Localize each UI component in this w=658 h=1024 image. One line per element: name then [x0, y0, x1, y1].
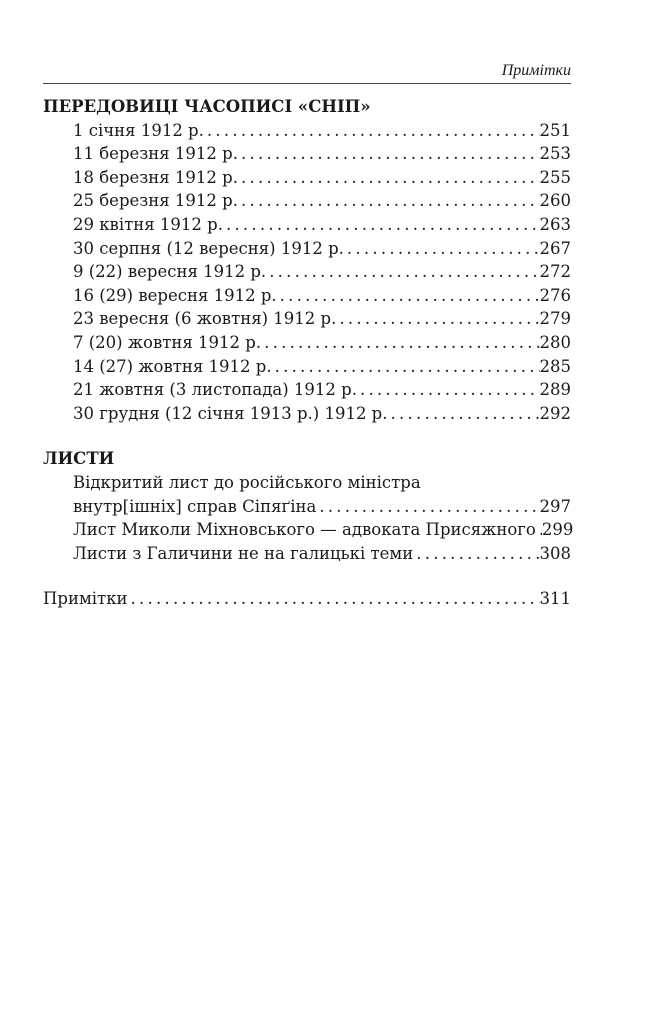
entry-title: Лист Миколи Міхновського — адвоката Присяжного [73, 520, 536, 540]
dot-leader [413, 542, 539, 566]
entry-page: 297 [539, 496, 571, 516]
toc-entry[interactable] [43, 142, 571, 166]
toc-entry[interactable] [43, 542, 571, 566]
dot-leader [344, 237, 540, 261]
entry-page: 253 [539, 144, 571, 164]
toc-entry[interactable] [43, 495, 571, 519]
toc-entry-notes[interactable] [43, 587, 571, 611]
entry-page: 276 [539, 285, 571, 305]
running-head: Примітки [501, 62, 571, 79]
entry-title: 30 грудня (12 січня 1913 р.) 1912 р. [73, 403, 388, 423]
toc-entry[interactable] [43, 119, 571, 143]
toc-entry[interactable] [43, 189, 571, 213]
dot-leader [238, 189, 540, 213]
entry-page: 260 [539, 191, 571, 211]
entry-page: 255 [539, 167, 571, 187]
toc-entry[interactable] [43, 518, 574, 542]
entry-page: 272 [539, 262, 571, 282]
dot-leader [266, 260, 539, 284]
toc-entry[interactable] [43, 355, 571, 379]
toc-entry[interactable] [43, 213, 571, 237]
toc-entry[interactable] [43, 237, 571, 261]
section-title-lysty: ЛИСТИ [43, 449, 115, 469]
section-spacer [43, 425, 571, 447]
header-rule [43, 83, 571, 84]
table-of-contents [43, 95, 574, 611]
dot-leader [223, 213, 540, 237]
entry-title: 7 (20) жовтня 1912 р. [73, 332, 262, 352]
toc-entry[interactable] [43, 402, 571, 426]
entry-page: 292 [539, 403, 571, 423]
dot-leader [316, 495, 539, 519]
dot-leader [336, 307, 539, 331]
dot-leader [204, 119, 540, 143]
dot-leader [277, 284, 540, 308]
entry-title: 9 (22) вересня 1912 р. [73, 262, 267, 282]
entry-page: 267 [539, 238, 571, 258]
entry-page: 285 [539, 356, 571, 376]
dot-leader [357, 378, 540, 402]
dot-leader [128, 587, 540, 611]
entry-page: 308 [539, 543, 571, 563]
entry-title: 14 (27) жовтня 1912 р. [73, 356, 272, 376]
toc-entry[interactable] [43, 378, 571, 402]
entry-title: Примітки [43, 589, 128, 609]
entry-title: 30 серпня (12 вересня) 1912 р. [73, 238, 344, 258]
entry-page: 279 [539, 309, 571, 329]
dot-leader [261, 331, 539, 355]
entry-title-line[interactable]: Відкритий лист до російського міністра [73, 472, 421, 492]
dot-leader [238, 142, 540, 166]
toc-entry[interactable] [43, 331, 571, 355]
entry-page: 299 [541, 520, 574, 540]
entry-page: 289 [539, 380, 571, 400]
entry-title: 11 березня 1912 р. [73, 144, 238, 164]
entry-title: 16 (29) вересня 1912 р. [73, 285, 277, 305]
entry-title: 18 березня 1912 р. [73, 167, 238, 187]
section-spacer [43, 565, 571, 587]
entry-title: 21 жовтня (3 листопада) 1912 р. [73, 380, 357, 400]
entry-page: 263 [539, 214, 571, 234]
entry-page: 311 [539, 589, 571, 609]
dot-leader [388, 402, 540, 426]
entry-title: внутр[ішніх] справ Сіпяґіна [73, 496, 317, 516]
entry-title: 1 січня 1912 р. [73, 120, 204, 140]
entry-title: Листи з Галичини не на галицькі теми [73, 543, 414, 563]
toc-entry[interactable] [43, 166, 571, 190]
entry-title: 29 квітня 1912 р. [73, 214, 223, 234]
entry-page: 251 [539, 120, 571, 140]
entry-title: 25 березня 1912 р. [73, 191, 238, 211]
dot-leader [272, 355, 540, 379]
toc-entry[interactable] [43, 284, 571, 308]
section-title-snip: ПЕРЕДОВИЦІ ЧАСОПИСІ «СНІП» [43, 97, 371, 116]
toc-entry[interactable] [43, 307, 571, 331]
entry-title: 23 вересня (6 жовтня) 1912 р. [73, 309, 337, 329]
dot-leader [238, 166, 540, 190]
entry-page: 280 [539, 332, 571, 352]
toc-entry[interactable] [43, 260, 571, 284]
